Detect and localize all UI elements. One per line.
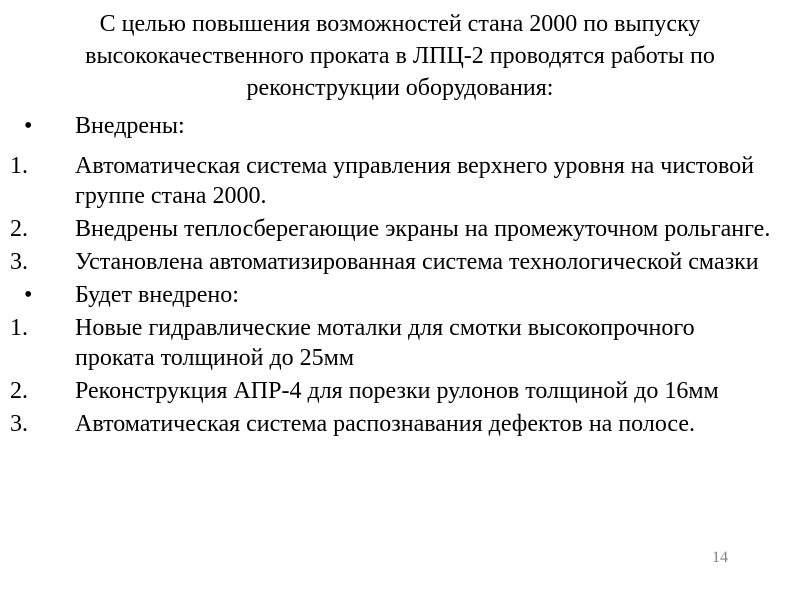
item-number: 2. (10, 216, 28, 242)
section-heading-implemented: Внедрены: (75, 113, 185, 139)
numbered-item (0, 313, 800, 373)
numbered-item (0, 376, 800, 406)
bullet-item (0, 111, 800, 141)
item-number: 1. (10, 315, 28, 341)
numbered-item (0, 151, 800, 211)
item-text: Установлена автоматизированная система технологической смазки (75, 249, 759, 275)
slide-content (0, 111, 800, 439)
item-number: 2. (10, 378, 28, 404)
bullet-marker: • (24, 282, 33, 308)
section-heading-planned: Будет внедрено: (75, 282, 239, 308)
slide-title: С целью повышения возможностей стана 2000 по выпуску высококачественного проката в ЛПЦ-2 проводятся работы по реконструкции оборудования: (85, 11, 715, 101)
item-number: 3. (10, 249, 28, 275)
bullet-item (0, 280, 800, 310)
numbered-item (0, 247, 800, 277)
item-text: Внедрены теплосберегающие экраны на промежуточном рольганге. (75, 216, 771, 242)
bullet-marker: • (24, 113, 33, 139)
item-text: Автоматическая система распознавания дефектов на полосе. (75, 411, 696, 437)
page-number: 14 (712, 549, 728, 566)
item-text: Реконструкция АПР-4 для порезки рулонов толщиной до 16мм (75, 378, 719, 404)
item-number: 1. (10, 153, 28, 179)
numbered-item (0, 409, 800, 439)
item-text: Новые гидравлические моталки для смотки высокопрочного проката толщиной до 25мм (75, 315, 695, 371)
numbered-item (0, 214, 800, 244)
item-number: 3. (10, 411, 28, 437)
item-text: Автоматическая система управления верхнего уровня на чистовой группе стана 2000. (75, 153, 755, 209)
